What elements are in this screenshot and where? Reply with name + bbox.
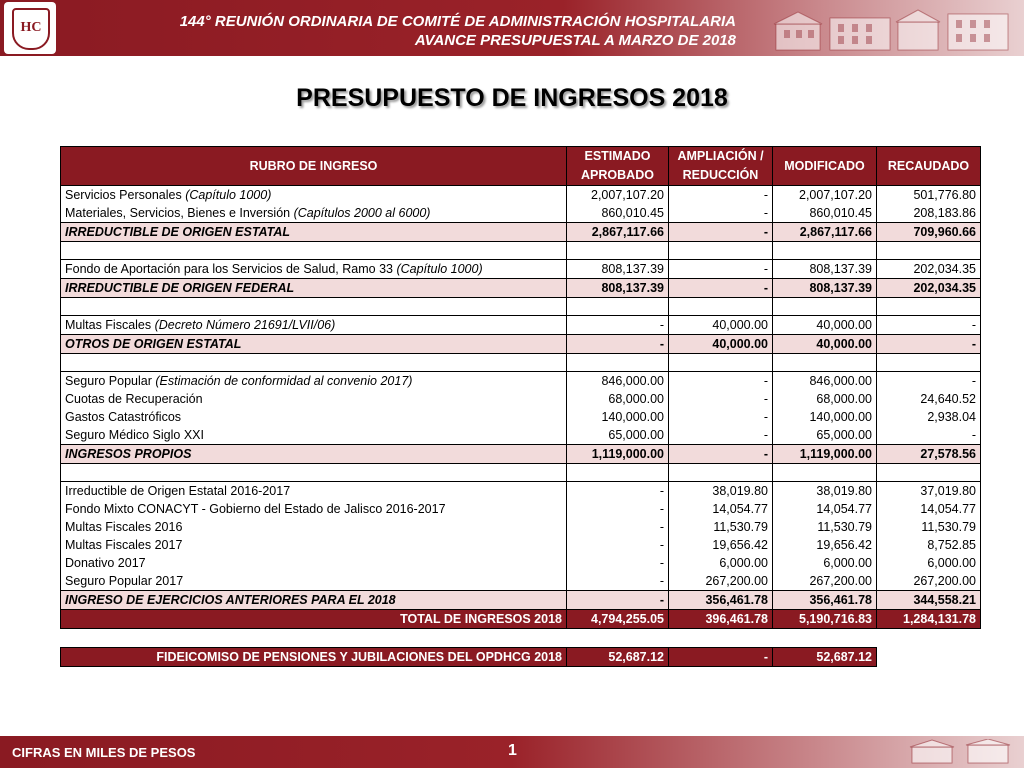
col-recaudado-header: RECAUDADO bbox=[877, 147, 981, 186]
spacer-cell bbox=[773, 354, 877, 372]
modificado-cell: 40,000.00 bbox=[773, 316, 877, 335]
rubro-cell bbox=[61, 204, 567, 223]
hospital-building-illustration bbox=[766, 6, 1016, 52]
modificado-cell: 11,530.79 bbox=[773, 518, 877, 536]
col-estimado-header: ESTIMADO APROBADO bbox=[567, 147, 669, 186]
rubro-name: Donativo 2017 bbox=[65, 556, 146, 570]
recaudado-cell: 344,558.21 bbox=[877, 591, 981, 610]
rubro-cell bbox=[61, 260, 567, 279]
recaudado-cell: - bbox=[877, 372, 981, 391]
modificado-cell: 40,000.00 bbox=[773, 335, 877, 354]
ampliacion-cell: 267,200.00 bbox=[669, 572, 773, 591]
spacer-cell bbox=[61, 464, 567, 482]
rubro-name: INGRESOS PROPIOS bbox=[65, 447, 192, 461]
modificado-cell: 65,000.00 bbox=[773, 426, 877, 445]
ampliacion-cell: - bbox=[669, 390, 773, 408]
spacer-cell bbox=[877, 298, 981, 316]
subtotal-row bbox=[61, 591, 981, 610]
footer-emblems bbox=[906, 739, 1016, 765]
subtotal-row bbox=[61, 279, 981, 298]
table-header-row bbox=[61, 147, 981, 186]
rubro-name: Fondo de Aportación para los Servicios de Salud, Ramo 33 bbox=[65, 262, 397, 276]
table-row bbox=[61, 536, 981, 554]
modificado-cell: 267,200.00 bbox=[773, 572, 877, 591]
rubro-name: Gastos Catastróficos bbox=[65, 410, 182, 424]
ampliacion-cell: - bbox=[669, 260, 773, 279]
fideicomiso-modificado: 52,687.12 bbox=[773, 648, 877, 667]
modificado-cell: 808,137.39 bbox=[773, 260, 877, 279]
spacer-cell bbox=[61, 242, 567, 260]
spacer-cell bbox=[773, 242, 877, 260]
rubro-cell bbox=[61, 536, 567, 554]
modificado-cell: 808,137.39 bbox=[773, 279, 877, 298]
logo-mark: HC bbox=[20, 20, 42, 35]
recaudado-cell: 8,752.85 bbox=[877, 536, 981, 554]
recaudado-cell: 2,938.04 bbox=[877, 408, 981, 426]
rubro-cell bbox=[61, 223, 567, 242]
rubro-cell bbox=[61, 572, 567, 591]
table-gap-row bbox=[61, 629, 981, 648]
estimado-cell: 4,794,255.05 bbox=[567, 610, 669, 629]
modificado-cell: 5,190,716.83 bbox=[773, 610, 877, 629]
spacer-cell bbox=[567, 298, 669, 316]
ampliacion-cell: 14,054.77 bbox=[669, 500, 773, 518]
col-modificado-header: MODIFICADO bbox=[773, 147, 877, 186]
spacer-row bbox=[61, 298, 981, 316]
report-subtitle: AVANCE PRESUPUESTAL A MARZO DE 2018 bbox=[414, 32, 736, 49]
rubro-cell bbox=[61, 500, 567, 518]
subtotal-row bbox=[61, 223, 981, 242]
estimado-cell: - bbox=[567, 518, 669, 536]
modificado-cell: 860,010.45 bbox=[773, 204, 877, 223]
subtotal-row bbox=[61, 445, 981, 464]
recaudado-cell: 14,054.77 bbox=[877, 500, 981, 518]
table-row bbox=[61, 390, 981, 408]
estimado-cell: - bbox=[567, 335, 669, 354]
spacer-cell bbox=[669, 464, 773, 482]
estimado-cell: - bbox=[567, 554, 669, 572]
table-row bbox=[61, 260, 981, 279]
modificado-cell: 6,000.00 bbox=[773, 554, 877, 572]
ampliacion-cell: - bbox=[669, 426, 773, 445]
ampliacion-cell: - bbox=[669, 372, 773, 391]
ampliacion-cell: 40,000.00 bbox=[669, 316, 773, 335]
modificado-cell: 38,019.80 bbox=[773, 482, 877, 501]
rubro-name: INGRESO DE EJERCICIOS ANTERIORES PARA EL 2018 bbox=[65, 593, 396, 607]
ampliacion-cell: - bbox=[669, 186, 773, 205]
rubro-note: (Capítulo 1000) bbox=[396, 262, 483, 276]
modificado-cell: 14,054.77 bbox=[773, 500, 877, 518]
ampliacion-cell: 396,461.78 bbox=[669, 610, 773, 629]
rubro-name: Multas Fiscales 2017 bbox=[65, 538, 183, 552]
page-number: 1 bbox=[508, 742, 517, 759]
fideicomiso-estimado: 52,687.12 bbox=[567, 648, 669, 667]
spacer-cell bbox=[567, 354, 669, 372]
ampliacion-cell: 6,000.00 bbox=[669, 554, 773, 572]
rubro-name: Seguro Médico Siglo XXI bbox=[65, 428, 204, 442]
estimado-cell: - bbox=[567, 482, 669, 501]
spacer-cell bbox=[773, 298, 877, 316]
rubro-cell bbox=[61, 186, 567, 205]
table-row bbox=[61, 554, 981, 572]
estimado-cell: 846,000.00 bbox=[567, 372, 669, 391]
spacer-cell bbox=[773, 464, 877, 482]
estimado-cell: 2,007,107.20 bbox=[567, 186, 669, 205]
estimado-cell: 1,119,000.00 bbox=[567, 445, 669, 464]
table-row bbox=[61, 408, 981, 426]
spacer-cell bbox=[877, 464, 981, 482]
estimado-cell: - bbox=[567, 316, 669, 335]
rubro-name: IRREDUCTIBLE DE ORIGEN ESTATAL bbox=[65, 225, 290, 239]
rubro-cell bbox=[61, 610, 567, 629]
ampliacion-cell: 38,019.80 bbox=[669, 482, 773, 501]
table-row bbox=[61, 372, 981, 391]
estimado-cell: 860,010.45 bbox=[567, 204, 669, 223]
rubro-name: Irreductible de Origen Estatal 2016-2017 bbox=[65, 484, 291, 498]
spacer-cell bbox=[669, 242, 773, 260]
rubro-name: Servicios Personales bbox=[65, 188, 186, 202]
estimado-cell: 65,000.00 bbox=[567, 426, 669, 445]
rubro-note: (Estimación de conformidad al convenio 2017) bbox=[155, 374, 413, 388]
recaudado-cell: 24,640.52 bbox=[877, 390, 981, 408]
meeting-title: 144° REUNIÓN ORDINARIA DE COMITÉ DE ADMINISTRACIÓN HOSPITALARIA bbox=[179, 13, 736, 30]
income-budget-table bbox=[60, 146, 981, 667]
modificado-cell: 19,656.42 bbox=[773, 536, 877, 554]
table-row bbox=[61, 204, 981, 223]
spacer-row bbox=[61, 242, 981, 260]
estimado-cell: - bbox=[567, 572, 669, 591]
spacer-row bbox=[61, 464, 981, 482]
units-note: CIFRAS EN MILES DE PESOS bbox=[12, 745, 196, 760]
spacer-cell bbox=[61, 298, 567, 316]
spacer-cell bbox=[669, 298, 773, 316]
rubro-cell bbox=[61, 591, 567, 610]
estimado-cell: 68,000.00 bbox=[567, 390, 669, 408]
recaudado-cell: 1,284,131.78 bbox=[877, 610, 981, 629]
rubro-cell bbox=[61, 390, 567, 408]
recaudado-cell: 202,034.35 bbox=[877, 279, 981, 298]
rubro-cell bbox=[61, 372, 567, 391]
ampliacion-cell: 40,000.00 bbox=[669, 335, 773, 354]
subtotal-row bbox=[61, 335, 981, 354]
estimado-cell: 808,137.39 bbox=[567, 279, 669, 298]
recaudado-cell: - bbox=[877, 335, 981, 354]
rubro-name: Seguro Popular 2017 bbox=[65, 574, 184, 588]
recaudado-cell: - bbox=[877, 426, 981, 445]
estimado-cell: 140,000.00 bbox=[567, 408, 669, 426]
recaudado-cell: 6,000.00 bbox=[877, 554, 981, 572]
table-row bbox=[61, 572, 981, 591]
ampliacion-cell: 19,656.42 bbox=[669, 536, 773, 554]
total-row bbox=[61, 610, 981, 629]
recaudado-cell: 709,960.66 bbox=[877, 223, 981, 242]
rubro-name: Fondo Mixto CONACYT - Gobierno del Estado de Jalisco 2016-2017 bbox=[65, 502, 446, 516]
spacer-cell bbox=[877, 242, 981, 260]
recaudado-cell: - bbox=[877, 316, 981, 335]
table-row bbox=[61, 482, 981, 501]
estimado-cell: - bbox=[567, 591, 669, 610]
header-band bbox=[0, 0, 1024, 56]
recaudado-cell: 27,578.56 bbox=[877, 445, 981, 464]
rubro-note: (Capítulo 1000) bbox=[185, 188, 272, 202]
table-row bbox=[61, 316, 981, 335]
rubro-cell bbox=[61, 408, 567, 426]
fideicomiso-ampliacion: - bbox=[669, 648, 773, 667]
recaudado-cell: 202,034.35 bbox=[877, 260, 981, 279]
estimado-cell: 808,137.39 bbox=[567, 260, 669, 279]
footer-band bbox=[0, 736, 1024, 768]
col-ampliacion-header: AMPLIACIÓN / REDUCCIÓN bbox=[669, 147, 773, 186]
ampliacion-cell: - bbox=[669, 279, 773, 298]
ampliacion-cell: - bbox=[669, 445, 773, 464]
fideicomiso-recaudado-empty bbox=[877, 648, 981, 667]
rubro-name: TOTAL DE INGRESOS 2018 bbox=[400, 612, 562, 626]
recaudado-cell: 11,530.79 bbox=[877, 518, 981, 536]
institution-logo bbox=[4, 2, 56, 54]
spacer-cell bbox=[669, 354, 773, 372]
estimado-cell: - bbox=[567, 536, 669, 554]
table-row bbox=[61, 500, 981, 518]
rubro-note: (Decreto Número 21691/LVII/06) bbox=[154, 318, 336, 332]
col-rubro-header: RUBRO DE INGRESO bbox=[61, 147, 567, 186]
shield-icon bbox=[12, 8, 50, 50]
spacer-row bbox=[61, 354, 981, 372]
table-body bbox=[61, 186, 981, 629]
spacer-cell bbox=[61, 354, 567, 372]
modificado-cell: 68,000.00 bbox=[773, 390, 877, 408]
rubro-name: Multas Fiscales 2016 bbox=[65, 520, 183, 534]
table-row bbox=[61, 518, 981, 536]
rubro-cell bbox=[61, 554, 567, 572]
modificado-cell: 1,119,000.00 bbox=[773, 445, 877, 464]
ampliacion-cell: - bbox=[669, 408, 773, 426]
rubro-name: Materiales, Servicios, Bienes e Inversión bbox=[65, 206, 294, 220]
rubro-name: Cuotas de Recuperación bbox=[65, 392, 203, 406]
rubro-name: OTROS DE ORIGEN ESTATAL bbox=[65, 337, 242, 351]
table-row bbox=[61, 426, 981, 445]
recaudado-cell: 37,019.80 bbox=[877, 482, 981, 501]
ampliacion-cell: 11,530.79 bbox=[669, 518, 773, 536]
spacer-cell bbox=[877, 354, 981, 372]
table-row bbox=[61, 186, 981, 205]
rubro-name: Multas Fiscales bbox=[65, 318, 155, 332]
page-title: PRESUPUESTO DE INGRESOS 2018 bbox=[296, 84, 728, 112]
modificado-cell: 356,461.78 bbox=[773, 591, 877, 610]
rubro-cell bbox=[61, 279, 567, 298]
header-title bbox=[100, 12, 736, 50]
fideicomiso-row bbox=[61, 648, 981, 667]
rubro-cell bbox=[61, 335, 567, 354]
ampliacion-cell: - bbox=[669, 204, 773, 223]
rubro-cell bbox=[61, 316, 567, 335]
estimado-cell: 2,867,117.66 bbox=[567, 223, 669, 242]
rubro-name: Seguro Popular bbox=[65, 374, 156, 388]
rubro-note: (Capítulos 2000 al 6000) bbox=[293, 206, 431, 220]
modificado-cell: 2,007,107.20 bbox=[773, 186, 877, 205]
rubro-cell bbox=[61, 482, 567, 501]
rubro-cell bbox=[61, 445, 567, 464]
modificado-cell: 2,867,117.66 bbox=[773, 223, 877, 242]
ampliacion-cell: 356,461.78 bbox=[669, 591, 773, 610]
estimado-cell: - bbox=[567, 500, 669, 518]
rubro-cell bbox=[61, 518, 567, 536]
modificado-cell: 846,000.00 bbox=[773, 372, 877, 391]
spacer-cell bbox=[567, 464, 669, 482]
rubro-name: IRREDUCTIBLE DE ORIGEN FEDERAL bbox=[65, 281, 295, 295]
spacer-cell bbox=[567, 242, 669, 260]
recaudado-cell: 501,776.80 bbox=[877, 186, 981, 205]
rubro-cell bbox=[61, 426, 567, 445]
modificado-cell: 140,000.00 bbox=[773, 408, 877, 426]
ampliacion-cell: - bbox=[669, 223, 773, 242]
recaudado-cell: 267,200.00 bbox=[877, 572, 981, 591]
recaudado-cell: 208,183.86 bbox=[877, 204, 981, 223]
fideicomiso-label: FIDEICOMISO DE PENSIONES Y JUBILACIONES DEL OPDHCG 2018 bbox=[61, 648, 567, 667]
